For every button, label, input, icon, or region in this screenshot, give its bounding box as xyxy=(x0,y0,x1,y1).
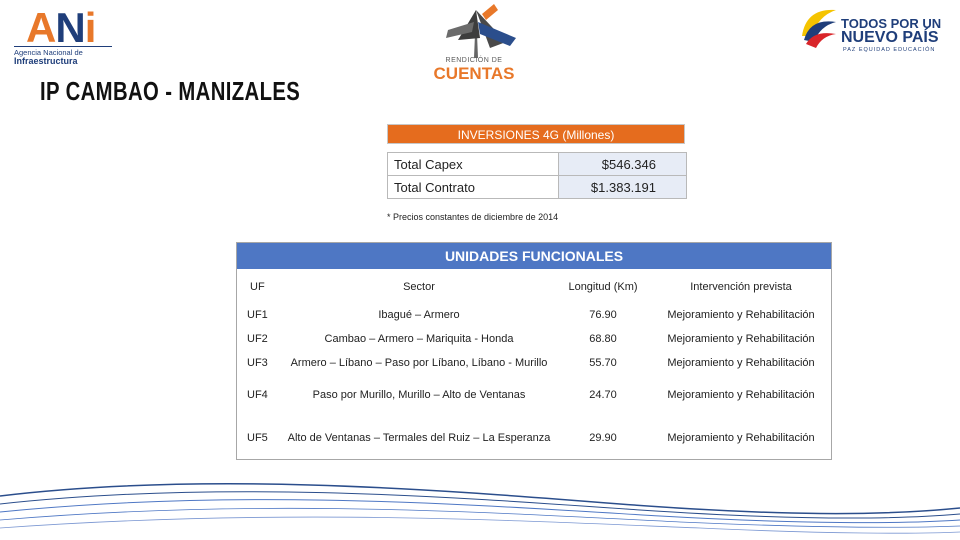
total-capex-value: $546.346 xyxy=(559,153,687,176)
inversiones-table xyxy=(387,152,687,199)
longitud-cell: 55.70 xyxy=(589,357,617,369)
precios-note: * Precios constantes de diciembre de 2014 xyxy=(387,212,559,222)
unidades-funcionales-table xyxy=(236,242,832,460)
todos-line-3: PAZ EQUIDAD EDUCACIÓN xyxy=(843,47,936,53)
ani-logo-wordmark: ANi xyxy=(26,4,96,51)
intervencion-cell: Mejoramiento y Rehabilitación xyxy=(667,389,815,401)
road-signs-icon xyxy=(418,0,528,60)
sector-cell: Armero – Líbano – Paso por Líbano, Líbano - Murillo xyxy=(290,357,548,369)
uf-cell: UF2 xyxy=(247,333,268,345)
longitud-cell: 76.90 xyxy=(589,309,617,321)
longitud-cell: 29.90 xyxy=(589,432,617,444)
ani-logo xyxy=(12,6,112,68)
column-header-longitud: Longitud (Km) xyxy=(568,281,638,293)
sector-cell: Paso por Murillo, Murillo – Alto de Ventanas xyxy=(312,389,526,401)
rendicion-label: RENDICIÓN DE xyxy=(445,57,503,64)
column-header-uf: UF xyxy=(250,281,265,293)
column-header-sector: Sector xyxy=(403,281,435,293)
sector-cell: Ibagué – Armero xyxy=(378,309,460,321)
todos-por-un-nuevo-pais-logo xyxy=(796,2,946,62)
rendicion-de-cuentas-logo xyxy=(418,0,528,88)
todos-line-2: NUEVO PAÍS xyxy=(841,29,939,46)
cuentas-label: CUENTAS xyxy=(433,64,515,83)
uf-cell: UF5 xyxy=(247,432,268,444)
todos-line-1: TODOS POR UN xyxy=(841,16,942,31)
page-title: IP CAMBAO - MANIZALES xyxy=(40,76,301,106)
total-capex-label: Total Capex xyxy=(388,153,559,176)
uf-cell: UF3 xyxy=(247,357,268,369)
unidades-funcionales-header: UNIDADES FUNCIONALES xyxy=(237,243,831,269)
flag-swoosh-icon xyxy=(796,2,840,58)
total-contrato-value: $1.383.191 xyxy=(559,176,687,199)
sector-cell: Alto de Ventanas – Termales del Ruiz – La Esperanza xyxy=(287,432,551,444)
longitud-cell: 68.80 xyxy=(589,333,617,345)
sector-cell: Cambao – Armero – Mariquita - Honda xyxy=(324,333,514,345)
intervencion-cell: Mejoramiento y Rehabilitación xyxy=(667,357,815,369)
intervencion-cell: Mejoramiento y Rehabilitación xyxy=(667,333,815,345)
uf-cell: UF4 xyxy=(247,389,268,401)
ani-logo-subtitle: Agencia Nacional de Infraestructura xyxy=(14,46,112,66)
table-row xyxy=(388,176,687,199)
decorative-wave-lines xyxy=(0,468,960,540)
intervencion-cell: Mejoramiento y Rehabilitación xyxy=(667,432,815,444)
inversiones-header: INVERSIONES 4G (Millones) xyxy=(387,124,685,144)
total-contrato-label: Total Contrato xyxy=(388,176,559,199)
intervencion-cell: Mejoramiento y Rehabilitación xyxy=(667,309,815,321)
column-header-intervencion: Intervención prevista xyxy=(690,281,792,293)
longitud-cell: 24.70 xyxy=(589,389,617,401)
uf-cell: UF1 xyxy=(247,309,268,321)
table-row xyxy=(388,153,687,176)
